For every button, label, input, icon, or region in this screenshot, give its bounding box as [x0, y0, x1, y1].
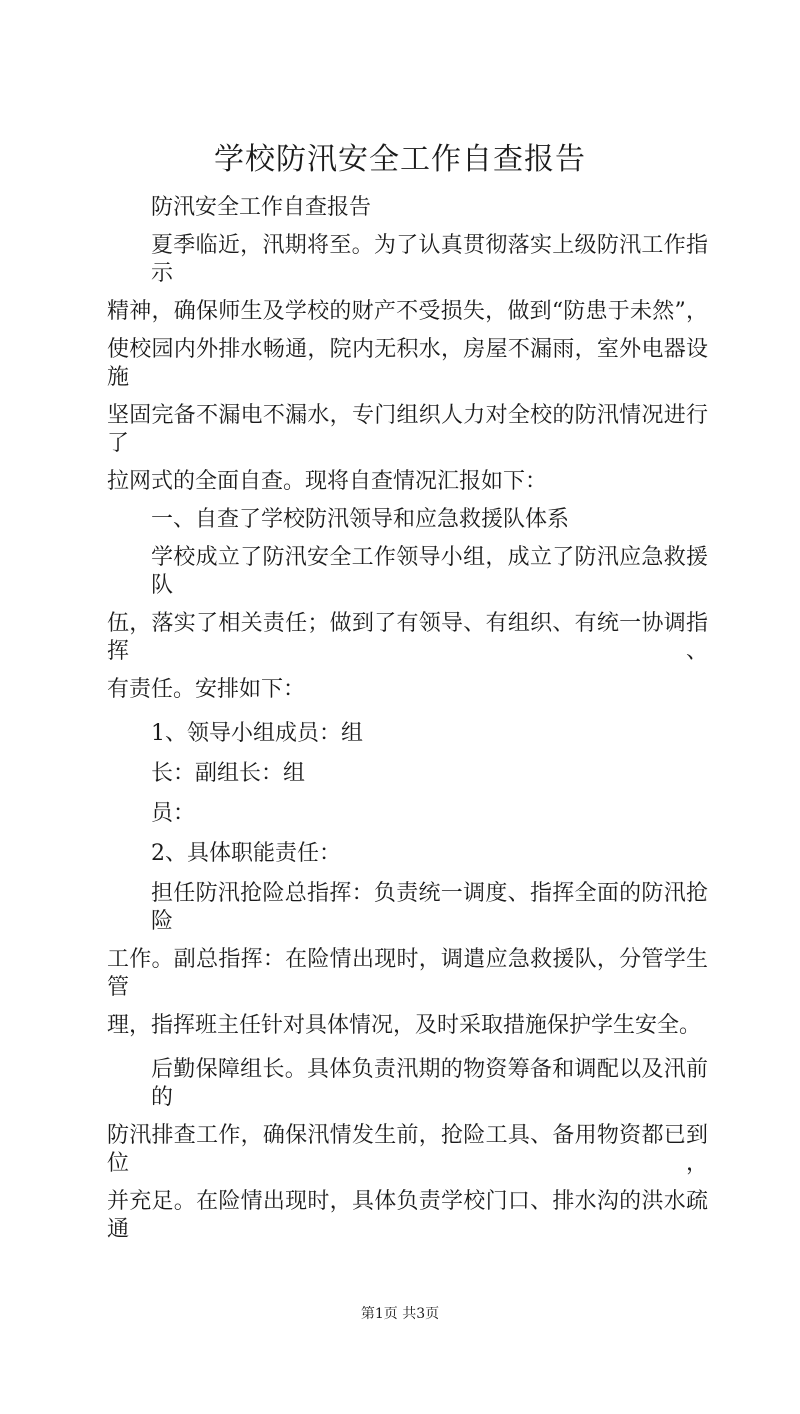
- list-item: 长：副组长：组: [151, 761, 306, 786]
- page-footer: 第1页 共3页: [360, 1306, 440, 1322]
- paragraph-line: 后勤保障组长。具体负责汛期的物资筹备和调配以及汛前的: [151, 1057, 708, 1110]
- list-item: 1、领导小组成员：组: [151, 721, 363, 746]
- list-item: 员：: [151, 801, 196, 826]
- paragraph-line: 伍，落实了相关责任；做到了有领导、有组织、有统一协调指挥、: [107, 611, 708, 664]
- paragraph-line: 并充足。在险情出现时，具体负责学校门口、排水沟的洪水疏通: [107, 1189, 708, 1242]
- paragraph-line: 坚固完备不漏电不漏水，专门组织人力对全校的防汛情况进行了: [107, 403, 708, 456]
- paragraph-line: 有责任。安排如下：: [107, 677, 306, 702]
- section-heading: 一、自查了学校防汛领导和应急救援队体系: [151, 507, 570, 532]
- list-item: 2、具体职能责任：: [151, 841, 341, 866]
- subtitle-line: 防汛安全工作自查报告: [151, 195, 372, 220]
- paragraph-line: 担任防汛抢险总指挥：负责统一调度、指挥全面的防汛抢险: [151, 881, 708, 934]
- paragraph-line: 使校园内外排水畅通，院内无积水，房屋不漏雨，室外电器设施: [107, 337, 708, 390]
- paragraph-line: 拉网式的全面自查。现将自查情况汇报如下：: [107, 469, 548, 494]
- paragraph-line: 工作。副总指挥：在险情出现时，调遣应急救援队，分管学生管: [107, 947, 708, 1000]
- paragraph-line: 精神，确保师生及学校的财产不受损失，做到“防患于未然”，: [107, 299, 708, 324]
- paragraph-line: 理，指挥班主任针对具体情况，及时采取措施保护学生安全。: [107, 1013, 702, 1038]
- document-title: 学校防汛安全工作自查报告: [214, 142, 586, 177]
- paragraph-line: 学校成立了防汛安全工作领导小组，成立了防汛应急救援队: [151, 545, 708, 598]
- paragraph-line: 防汛排查工作，确保汛情发生前，抢险工具、备用物资都已到位，: [107, 1123, 708, 1176]
- document-body: [107, 194, 708, 1244]
- paragraph-line: 夏季临近，汛期将至。为了认真贯彻落实上级防汛工作指示: [151, 233, 708, 286]
